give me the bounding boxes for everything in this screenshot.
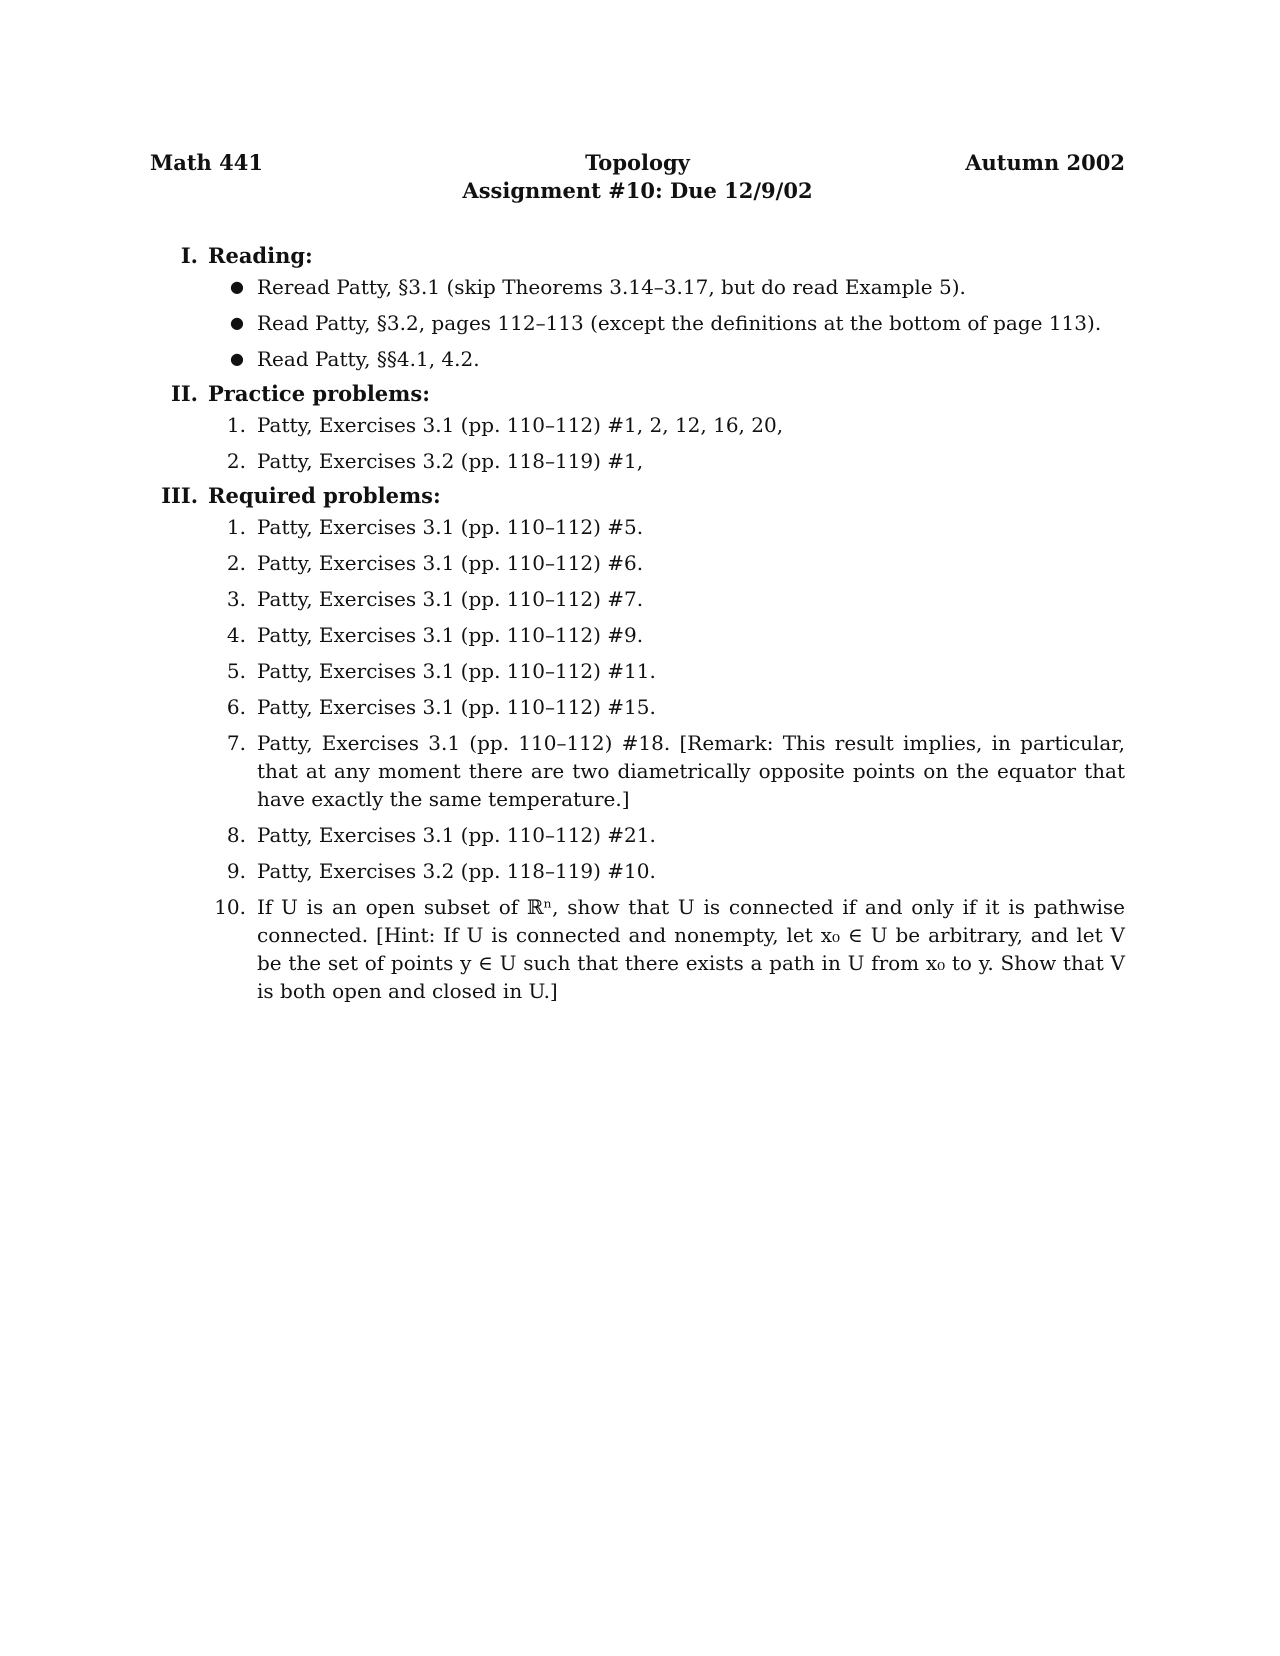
item-text: Patty, Exercises 3.2 (pp. 118–119) #1, xyxy=(257,449,644,473)
term: Autumn 2002 xyxy=(965,150,1125,175)
bullet-icon: ● xyxy=(230,313,244,332)
item-number: 9. xyxy=(226,859,246,883)
item-number: 1. xyxy=(226,413,246,437)
item-text: Patty, Exercises 3.1 (pp. 110–112) #18. [Remark: This result implies, in particular, that at any moment there are two diametrically opposite points on the equator that have exactly the same temperature.] xyxy=(257,731,1125,811)
list-item xyxy=(150,621,1125,649)
item-text: Patty, Exercises 3.2 (pp. 118–119) #10. xyxy=(257,859,656,883)
practice-list xyxy=(150,411,1125,475)
list-item xyxy=(150,513,1125,541)
list-item xyxy=(150,821,1125,849)
item-text: Patty, Exercises 3.1 (pp. 110–112) #11. xyxy=(257,659,656,683)
bullet-icon: ● xyxy=(230,349,244,368)
list-item xyxy=(150,273,1125,301)
bullet-icon: ● xyxy=(230,277,244,296)
course-number: Math 441 xyxy=(150,150,263,175)
list-item xyxy=(150,657,1125,685)
reading-item-text: Read Patty, §3.2, pages 112–113 (except the definitions at the bottom of page 113). xyxy=(257,311,1102,335)
item-number: 7. xyxy=(226,731,246,755)
item-text: Patty, Exercises 3.1 (pp. 110–112) #1, 2, 12, 16, 20, xyxy=(257,413,784,437)
list-item xyxy=(150,729,1125,813)
item-number: 8. xyxy=(226,823,246,847)
list-item xyxy=(150,585,1125,613)
item-number: 3. xyxy=(226,587,246,611)
item-number: 2. xyxy=(226,449,246,473)
section-numeral: III. xyxy=(161,483,198,508)
list-item xyxy=(150,693,1125,721)
required-list xyxy=(150,513,1125,1005)
list-item xyxy=(150,411,1125,439)
list-item xyxy=(150,447,1125,475)
assignment-title: Assignment #10: Due 12/9/02 xyxy=(462,178,813,203)
item-number: 1. xyxy=(226,515,246,539)
item-text: Patty, Exercises 3.1 (pp. 110–112) #5. xyxy=(257,515,644,539)
section-reading-heading xyxy=(150,243,1125,273)
reading-list xyxy=(150,273,1125,373)
list-item xyxy=(150,549,1125,577)
item-number: 2. xyxy=(226,551,246,575)
section-title: Practice problems: xyxy=(208,381,430,406)
list-item xyxy=(150,309,1125,337)
reading-item-text: Reread Patty, §3.1 (skip Theorems 3.14–3.17, but do read Example 5). xyxy=(257,275,966,299)
header xyxy=(150,150,1125,180)
section-required-heading xyxy=(150,483,1125,513)
section-title: Required problems: xyxy=(208,483,441,508)
section-practice-heading xyxy=(150,381,1125,411)
item-text: Patty, Exercises 3.1 (pp. 110–112) #21. xyxy=(257,823,656,847)
item-text: Patty, Exercises 3.1 (pp. 110–112) #6. xyxy=(257,551,644,575)
item-text: If U is an open subset of ℝⁿ, show that U is connected if and only if it is pathwise connected. [Hint: If U is connected and nonempty, let x₀ ∈ U be arbitrary, and let V be the set of points y ∈ U such that there exists a path in U from x₀ to y. Show that V is both open and closed in U.] xyxy=(257,895,1125,1003)
item-number: 4. xyxy=(226,623,246,647)
section-numeral: II. xyxy=(171,381,198,406)
reading-item-text: Read Patty, §§4.1, 4.2. xyxy=(257,347,480,371)
list-item xyxy=(150,345,1125,373)
item-text: Patty, Exercises 3.1 (pp. 110–112) #15. xyxy=(257,695,656,719)
list-item xyxy=(150,857,1125,885)
list-item xyxy=(150,893,1125,1005)
course-subject: Topology xyxy=(585,150,690,175)
section-title: Reading: xyxy=(208,243,313,268)
item-number: 10. xyxy=(214,895,246,919)
item-number: 5. xyxy=(226,659,246,683)
item-number: 6. xyxy=(226,695,246,719)
item-text: Patty, Exercises 3.1 (pp. 110–112) #9. xyxy=(257,623,644,647)
document-page xyxy=(150,150,1125,1013)
section-numeral: I. xyxy=(180,243,198,268)
item-text: Patty, Exercises 3.1 (pp. 110–112) #7. xyxy=(257,587,644,611)
